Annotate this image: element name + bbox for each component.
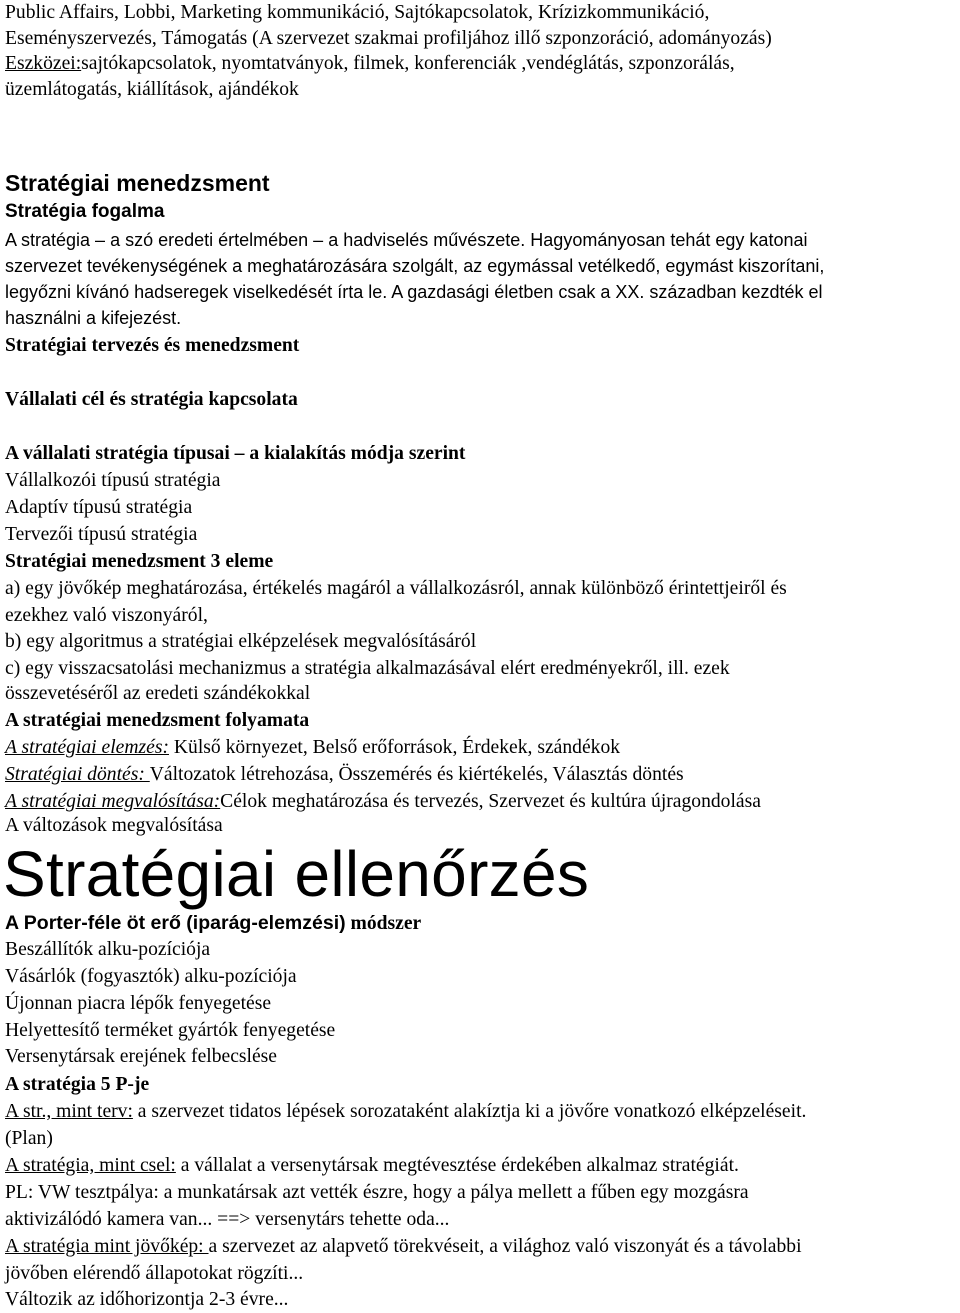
strategy-type-planning: Tervezői típusú stratégia [5, 524, 198, 545]
five-p-ploy-example-1: PL: VW tesztpálya: a munkatársak azt vették észre, hogy a pálya mellett a fűben egy mozgásra [5, 1182, 749, 1203]
five-p-ploy-example-2: aktivizálódó kamera van... ==> versenytárs tehette oda... [5, 1209, 450, 1230]
five-p-plan [5, 1099, 806, 1125]
tools-text: sajtókapcsolatok, nyomtatványok, filmek, konferenciák ,vendéglátás, szponzorálás, [81, 53, 735, 74]
five-p-vision [5, 1234, 802, 1260]
five-p-vision-text: a szervezet az alapvető törekvéseit, a világhoz való viszonyát és a távolabbi [208, 1236, 802, 1257]
five-p-vision-line-3: Változik az időhorizontja 2-3 évre... [5, 1289, 289, 1310]
title-strategic-control: Stratégiai ellenőrzés [3, 838, 590, 910]
subheading-process: A stratégiai menedzsment folyamata [5, 710, 310, 731]
concept-line-2: szervezet tevékenységének a meghatározására szolgált, az egymással vetélkedő, egymást kiszorítani, [5, 256, 825, 276]
element-c-line-1: c) egy visszacsatolási mechanizmus a stratégia alkalmazásával elért eredményekről, ill. ezek [5, 658, 730, 679]
intro-line-4: üzemlátogatás, kiállítások, ajándékok [5, 79, 299, 100]
five-p-vision-line-2: jövőben elérendő állapotokat rögzíti... [5, 1263, 304, 1284]
process-implementation-label: A stratégiai megvalósítása: [5, 791, 221, 812]
porter-force-new-entrants: Újonnan piacra lépők fenyegetése [5, 993, 272, 1014]
intro-line-1: Public Affairs, Lobbi, Marketing kommunikáció, Sajtókapcsolatok, Krízizkommunikáció, [5, 2, 710, 23]
tools-label: Eszközei: [5, 53, 82, 74]
process-changes: A változások megvalósítása [5, 815, 223, 836]
porter-force-substitutes: Helyettesítő terméket gyártók fenyegetése [5, 1020, 336, 1041]
section-heading-strategic-management: Stratégiai menedzsment [5, 170, 270, 196]
element-b: b) egy algoritmus a stratégiai elképzelések megvalósításáról [5, 631, 477, 652]
element-c-line-2: összevetéséről az eredeti szándékokkal [5, 683, 311, 704]
element-a-line-1: a) egy jövőkép meghatározása, értékelés magáról a vállalkozásról, annak különböző érintettjeiről és [5, 578, 787, 599]
subheading-strategy-concept: Stratégia fogalma [5, 201, 165, 222]
five-p-ploy [5, 1153, 739, 1179]
five-p-ploy-text: a vállalat a versenytársak megtévesztése érdekében alkalmaz stratégiát. [175, 1155, 739, 1176]
element-a-line-2: ezekhez való viszonyáról, [5, 605, 208, 626]
porter-force-buyers: Vásárlók (fogyasztók) alku-pozíciója [5, 966, 297, 987]
five-p-ploy-label: A stratégia, mint csel: [5, 1155, 176, 1176]
concept-line-1: A stratégia – a szó eredeti értelmében – a hadviselés művészete. Hagyományosan tehát egy katonai [5, 230, 808, 250]
process-decision [5, 762, 684, 788]
strategy-type-adaptive: Adaptív típusú stratégia [5, 497, 193, 518]
process-analysis [5, 735, 620, 761]
five-p-heading: A stratégia 5 P-je [5, 1074, 150, 1095]
subheading-strategy-types: A vállalati stratégia típusai – a kialakítás módja szerint [5, 443, 466, 464]
five-p-plan-tag: (Plan) [5, 1128, 53, 1149]
concept-line-4: használni a kifejezést. [5, 308, 182, 328]
intro-line-2: Eseményszervezés, Támogatás (A szervezet szakmai profiljához illő szponzoráció, adományozás) [5, 28, 772, 49]
process-decision-text: Változatok létrehozása, Összemérés és kiértékelés, Választás döntés [149, 764, 684, 785]
process-implementation [5, 789, 761, 815]
five-p-plan-label: A str., mint terv: [5, 1101, 133, 1122]
porter-force-rivalry: Versenytársak erejének felbecslése [5, 1046, 277, 1067]
concept-line-3: legyőzni kívánó hadseregek viselkedését írta le. A gazdasági életben csak a XX. században kezdték el [5, 282, 823, 302]
five-p-plan-text: a szervezet tidatos lépések sorozataként alakíztja ki a jövőre vonatkozó elképzeléseit. [132, 1101, 807, 1122]
subheading-three-elements: Stratégiai menedzsment 3 eleme [5, 551, 274, 572]
process-analysis-label: A stratégiai elemzés: [5, 737, 169, 758]
process-decision-label: Stratégiai döntés: [5, 764, 150, 785]
process-analysis-text: Külső környezet, Belső erőforrások, Érdekek, szándékok [168, 737, 621, 758]
intro-tools-line [5, 51, 735, 77]
process-implementation-text: Célok meghatározása és tervezés, Szervezet és kultúra újragondolása [220, 791, 761, 812]
porter-force-suppliers: Beszállítók alku-pozíciója [5, 939, 211, 960]
strategy-type-entrepreneurial: Vállalkozói típusú stratégia [5, 470, 221, 491]
porter-heading-main: A Porter-féle öt erő (iparág-elemzési) [5, 912, 346, 934]
subheading-goal-strategy: Vállalati cél és stratégia kapcsolata [5, 389, 298, 410]
porter-heading [5, 910, 421, 937]
subheading-planning: Stratégiai tervezés és menedzsment [5, 335, 300, 356]
five-p-vision-label: A stratégia mint jövőkép: [5, 1236, 209, 1257]
porter-heading-suffix: módszer [345, 913, 422, 934]
